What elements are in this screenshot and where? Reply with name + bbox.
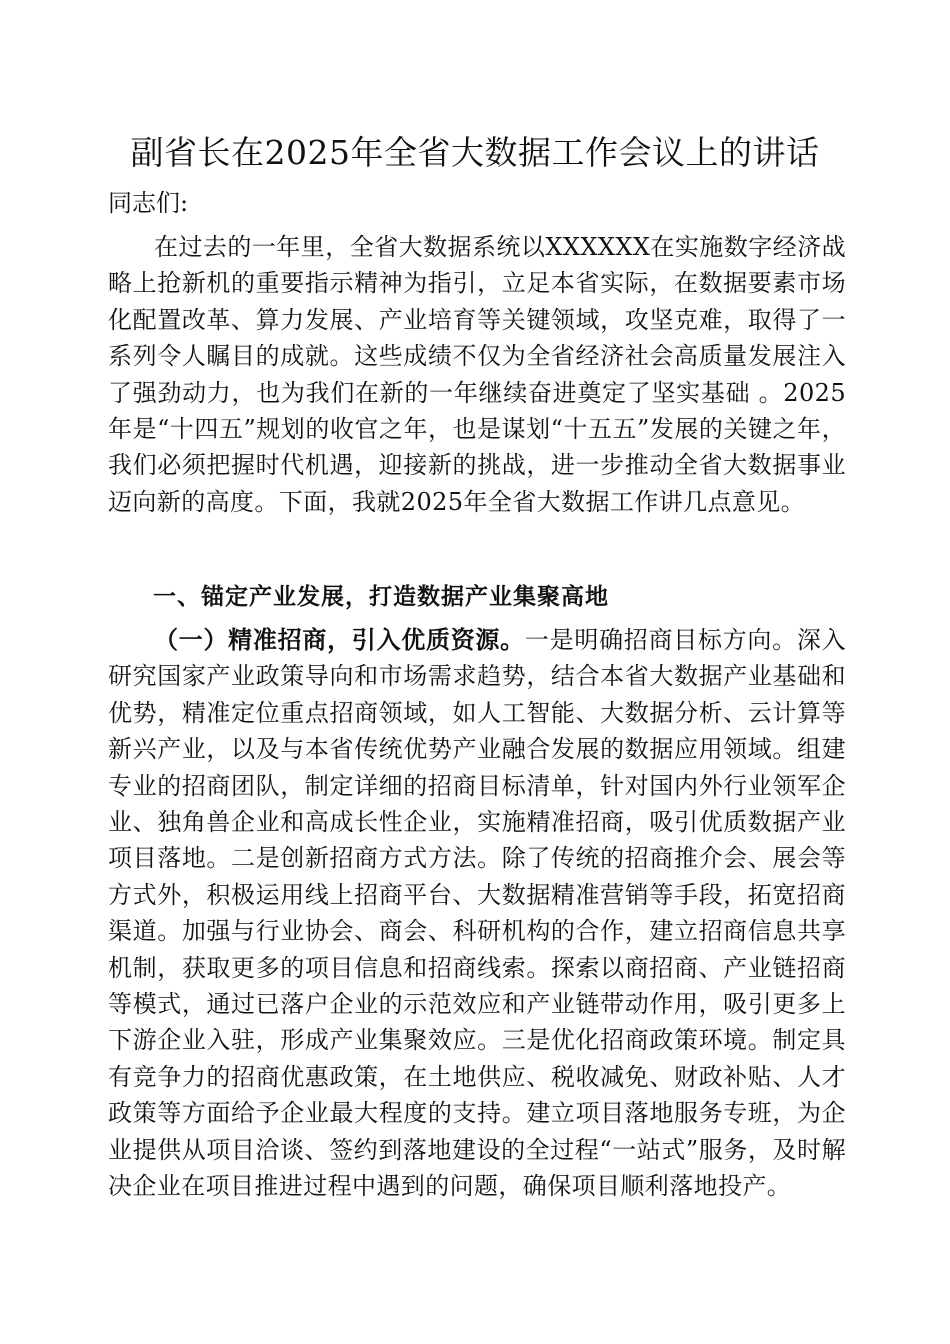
salutation: 同志们:: [108, 189, 189, 217]
subsection-heading: （一）精准招商，引入优质资源。: [154, 626, 525, 654]
subsection-body: 一是明确招商目标方向。深入研究国家产业政策导向和市场需求趋势，结合本省大数据产业基础和优势，精准定位重点招商领域，如人工智能、大数据分析、云计算等新兴产业，以及与本省传统优势产业融合发展的数据应用领域。组建专业的招商团队，制定详细的招商目标清单，针对国内外行业领军企业、独角兽企业和高成长性企业，实施精准招商，吸引优质数据产业项目落地。二是创新招商方式方法。除了传统的招商推介会、展会等方式外，积极运用线上招商平台、大数据精准营销等手段，拓宽招商渠道。加强与行业协会、商会、科研机构的合作，建立招商信息共享机制，获取更多的项目信息和招商线索。探索以商招商、产业链招商等模式，通过已落户企业的示范效应和产业链带动作用，吸引更多上下游企业入驻，形成产业集聚效应。三是优化招商政策环境。制定具有竞争力的招商优惠政策，在土地供应、税收减免、财政补贴、人才政策等方面给予企业最大程度的支持。建立项目落地服务专班，为企业提供从项目洽谈、签约到落地建设的全过程“一站式”服务，及时解决企业在项目推进过程中遇到的问题，确保项目顺利落地投产。: [108, 626, 846, 1201]
subsection-paragraph: [108, 622, 846, 1205]
intro-paragraph: 在过去的一年里，全省大数据系统以XXXXXX在实施数字经济战略上抢新机的重要指示精神为指引，立足本省实际，在数据要素市场化配置改革、算力发展、产业培育等关键领域，攻坚克难，取得了一系列令人瞩目的成就。这些成绩不仅为全省经济社会高质量发展注入了强劲动力，也为我们在新的一年继续奋进奠定了坚实基础 。2025年是“十四五”规划的收官之年，也是谋划“十五五”发展的关键之年，我们必须把握时代机遇，迎接新的挑战，进一步推动全省大数据事业迈向新的高度。下面，我就2025年全省大数据工作讲几点意见。: [108, 233, 846, 516]
section-heading: 一、锚定产业发展，打造数据产业集聚高地: [153, 584, 609, 610]
document-title: 副省长在2025年全省大数据工作会议上的讲话: [130, 133, 820, 172]
